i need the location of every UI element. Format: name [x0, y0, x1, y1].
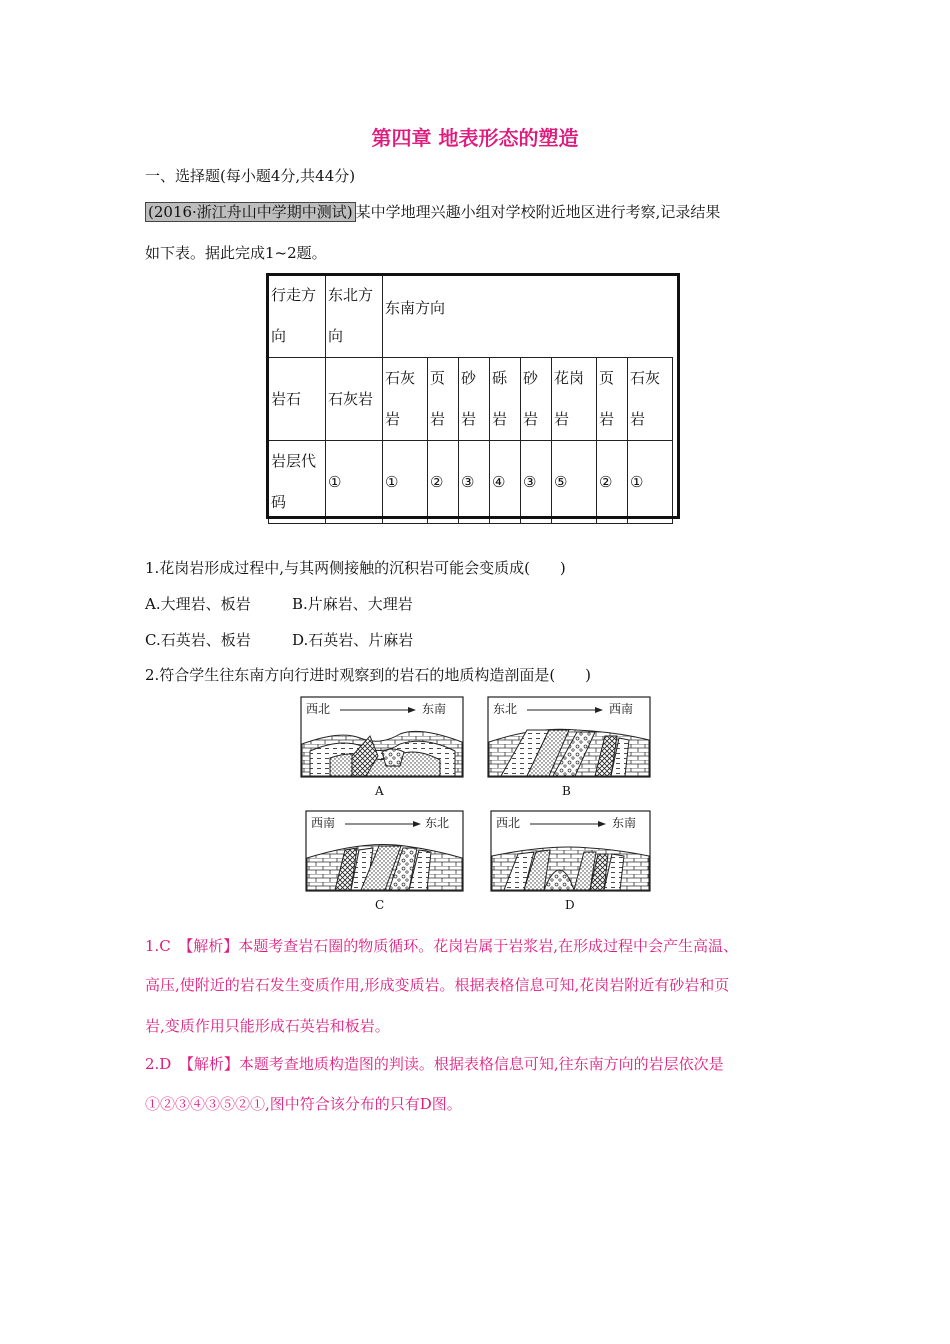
cell-rock: 石灰岩 — [326, 358, 383, 441]
label-b: B — [562, 784, 571, 798]
dir-left-d: 西北 — [496, 816, 521, 830]
cell-code: ① — [383, 441, 428, 524]
answer-1-line-1: 1.C 【解析】本题考查岩石圈的物质循环。花岗岩属于岩浆岩,在形成过程中会产生高温、 — [145, 937, 739, 955]
cell-ne-direction: 东北方向 — [326, 275, 383, 358]
rock-table — [268, 274, 673, 524]
intro-text-1: 某中学地理兴趣小组对学校附近地区进行考察,记录结果 — [355, 203, 721, 221]
q1-option-a: A.大理岩、板岩 — [145, 595, 251, 613]
source-tag: (2016·浙江舟山中学期中测试) — [145, 202, 356, 222]
diagram-c — [305, 810, 465, 916]
label-c: C — [375, 898, 385, 912]
label-a: A — [375, 784, 384, 798]
cell-code: ② — [428, 441, 459, 524]
cell-rock: 页岩 — [428, 358, 459, 441]
cell-code: ④ — [490, 441, 521, 524]
diagram-b — [487, 696, 652, 802]
cell-code: ① — [628, 441, 673, 524]
dir-left-b: 东北 — [493, 702, 518, 716]
cell-code: ⑤ — [552, 441, 597, 524]
dir-right-b: 西南 — [609, 702, 634, 716]
cell-rock: 石灰岩 — [628, 358, 673, 441]
answer-1-line-3: 岩,变质作用只能形成石英岩和板岩。 — [145, 1017, 390, 1035]
intro-line-1 — [145, 201, 720, 222]
cell-rock: 砂岩 — [459, 358, 490, 441]
dir-right-c: 东北 — [425, 816, 450, 830]
cell-rock: 石灰岩 — [383, 358, 428, 441]
cell-code: ① — [326, 441, 383, 524]
section-heading: 一、选择题(每小题4分,共44分) — [145, 167, 356, 185]
answer-1-line-2: 高压,使附近的岩石发生变质作用,形成变质岩。根据表格信息可知,花岗岩附近有砂岩和页 — [145, 976, 730, 994]
q2-stem: 2.符合学生往东南方向行进时观察到的岩石的地质构造剖面是( ) — [145, 666, 592, 684]
table-row — [269, 358, 673, 441]
answer-2-line-1: 2.D 【解析】本题考查地质构造图的判读。根据表格信息可知,往东南方向的岩层依次是 — [145, 1055, 724, 1073]
page-title: 第四章 地表形态的塑造 — [371, 126, 579, 150]
q1-option-d: D.石英岩、片麻岩 — [292, 631, 414, 649]
q1-stem: 1.花岗岩形成过程中,与其两侧接触的沉积岩可能会变质成( ) — [145, 559, 566, 577]
cell-rock: 砾岩 — [490, 358, 521, 441]
header-code: 岩层代码 — [269, 441, 326, 524]
dir-right-d: 东南 — [612, 816, 637, 830]
diagram-d — [490, 810, 652, 916]
table-row — [269, 441, 673, 524]
cell-rock: 页岩 — [597, 358, 628, 441]
answer-2-line-2: ①②③④③⑤②①,图中符合该分布的只有D图。 — [145, 1095, 462, 1113]
dir-right-a: 东南 — [422, 702, 447, 716]
dir-left-a: 西北 — [306, 702, 331, 716]
diagram-a — [300, 696, 465, 802]
q1-option-b: B.片麻岩、大理岩 — [292, 595, 413, 613]
header-rock: 岩石 — [269, 358, 326, 441]
q1-option-c: C.石英岩、板岩 — [145, 631, 251, 649]
cell-code: ③ — [521, 441, 552, 524]
cell-se-direction: 东南方向 — [383, 275, 673, 358]
cell-code: ② — [597, 441, 628, 524]
header-direction: 行走方向 — [269, 275, 326, 358]
cell-rock: 花岗岩 — [552, 358, 597, 441]
label-d: D — [565, 898, 575, 912]
cell-code: ③ — [459, 441, 490, 524]
dir-left-c: 西南 — [311, 816, 336, 830]
intro-line-2: 如下表。据此完成1~2题。 — [145, 244, 327, 262]
cell-rock: 砂岩 — [521, 358, 552, 441]
table-row — [269, 275, 673, 358]
